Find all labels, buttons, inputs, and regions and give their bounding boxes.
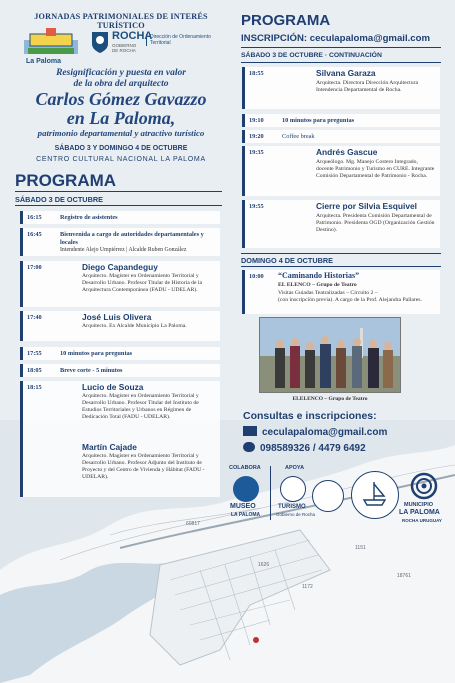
- time: 19:55: [249, 203, 264, 210]
- national-heritage-seal-icon: [351, 471, 399, 519]
- map-label: 1172: [302, 584, 313, 590]
- speaker-name: Diego Capandeguy: [82, 262, 158, 272]
- rocha-logo: [90, 30, 230, 60]
- rocha-sub-label: GOBIERNO DE ROCHA: [112, 43, 137, 53]
- day-heading-sunday: DOMINGO 4 DE OCTUBRE: [241, 256, 334, 265]
- schedule-row: [242, 130, 440, 143]
- time: 17:40: [27, 314, 42, 321]
- turismo-logo-icon: [280, 476, 306, 502]
- walk-title: “Caminando Historias”: [278, 271, 360, 280]
- heritage-seal-icon: [312, 480, 344, 512]
- title-place: en La Paloma,: [66, 107, 176, 128]
- time: 19:20: [249, 133, 264, 140]
- mail-icon: [243, 426, 257, 436]
- map-label: 1151: [355, 545, 366, 551]
- theatre-group-photo: [259, 317, 401, 393]
- event-title: [14, 68, 228, 138]
- day-heading-saturday: SÁBADO 3 DE OCTUBRE: [15, 195, 103, 204]
- contact-heading: Consultas e inscripciones:: [243, 410, 377, 422]
- contact-email: [243, 426, 387, 438]
- schedule-row: [20, 364, 220, 377]
- divider: [241, 47, 441, 48]
- speaker-name: José Luis Olivera: [82, 312, 152, 322]
- speaker-name: Martín Cajade: [82, 442, 137, 452]
- event-dates: SÁBADO 3 Y DOMINGO 4 DE OCTUBRE: [54, 145, 188, 152]
- speaker-bio: Arqueólogo. Mg. Manejo Costero Integrado, docente Patrimonio y Turismo en CURE. Integrante Comisión Departamental de Patrimonio - Rocha.: [316, 159, 435, 179]
- time: 18:15: [27, 384, 42, 391]
- walk-group: EL ELENCO – Grupo de Teatro: [278, 282, 357, 288]
- municipio-label: MUNICIPIO: [404, 502, 434, 508]
- schedule-row: [20, 347, 220, 360]
- time: 17:55: [27, 350, 42, 357]
- activity: Registro de asistentes: [60, 214, 118, 221]
- turismo-sub: Gobierno de Rocha: [276, 512, 316, 517]
- program-heading-right: PROGRAMA: [241, 12, 331, 29]
- divider: [241, 62, 441, 63]
- rocha-label: ROCHA: [112, 30, 153, 42]
- authorities: Intendente Alejo Umpiérrez | Alcalde Ruben González: [60, 247, 187, 253]
- speaker-name: Lucio de Souza: [82, 382, 144, 392]
- map-label: 1626: [258, 562, 270, 568]
- speaker-bio: Arquitecto. Magister en Ordenamiento Territorial y Desarrollo Urbano. Profesor Titular del Instituto de Estudios Territoriales y Urbanos en Régimen de Dedicación Total (FADU - UDELAR).: [82, 393, 199, 420]
- speaker-name: Andrés Gascue: [316, 147, 378, 157]
- phone-icon: [243, 442, 255, 452]
- activity: Coffee break: [282, 133, 315, 140]
- speaker-bio: Arquitecta. Directora Dirección Arquitectura Intendencia Departamental de Rocha.: [316, 80, 419, 93]
- contact-phone: [243, 442, 366, 454]
- rocha-shield-icon: [90, 30, 110, 54]
- rocha-direction: Dirección de Ordenamiento Territorial: [146, 34, 230, 46]
- time: 18:55: [249, 70, 264, 77]
- photo-caption: ELELENCO – Grupo de Teatro: [292, 396, 368, 402]
- museo-logo-icon: [233, 476, 259, 502]
- divider: [241, 253, 441, 254]
- speaker-bio: Arquitecto. Magister en Ordenamiento Territorial y Desarrollo Urbano. Profesor Adjunto del Instituto de Proyecto y del Centro de Vivienda y Hábitat (FADU - UDELAR).: [82, 453, 205, 480]
- title-line-1: Resignificación y puesta en valor: [56, 68, 186, 78]
- speaker-bio: Arquitecto. Magister en Ordenamiento Territorial y Desarrollo Urbano. Profesor Titular de Historia de la Arquitectura Contemporánea (FADU - UDELAR).: [82, 273, 203, 293]
- speaker-bio: Arquitecto. Ex Alcalde Municipio La Paloma.: [82, 323, 187, 329]
- apoya-label: APOYA: [285, 465, 305, 471]
- title-name: Carlos Gómez Gavazzo: [35, 88, 207, 109]
- map-label: 18761: [397, 573, 411, 579]
- municipio-sub: ROCHA URUGUAY: [402, 518, 442, 523]
- schedule-row: [20, 211, 220, 224]
- walk-desc-2: (con inscripción previa). A cargo de la Prof. Alejandra Pallares.: [278, 297, 422, 303]
- la-paloma-label: La Paloma: [26, 58, 62, 65]
- event-series-title: JORNADAS PATRIMONIALES DE INTERÉS TURÍSTICO: [34, 12, 208, 30]
- time: 17:00: [27, 264, 42, 271]
- map-label: 60817: [186, 521, 200, 527]
- la-paloma-logo: [22, 26, 80, 66]
- time: 18:05: [27, 367, 42, 374]
- time: 19:35: [249, 149, 264, 156]
- activity: 10 minutos para preguntas: [60, 350, 133, 357]
- divider: [241, 266, 441, 267]
- activity: 10 minutos para preguntas: [282, 117, 355, 124]
- museo-sub: LA PALOMA: [231, 512, 261, 518]
- divider: [270, 466, 271, 520]
- title-line-1b: de la obra del arquitecto: [73, 78, 169, 89]
- day-heading-saturday-cont: SÁBADO 3 DE OCTUBRE · CONTINUACIÓN: [241, 52, 382, 59]
- walk-desc-1: Visitas Guiadas Teatralizadas – Circuito 2 –: [278, 290, 378, 296]
- museo-label: MUSEO: [230, 503, 256, 510]
- time: 10:00: [249, 273, 264, 280]
- logos: [22, 26, 232, 66]
- schedule-row: [20, 228, 220, 256]
- registration-email: INSCRIPCIÓN: ceculapaloma@gmail.com: [241, 33, 431, 44]
- time: 16:45: [27, 231, 42, 238]
- program-heading-left: PROGRAMA: [15, 171, 117, 190]
- speaker-name: Silvana Garaza: [316, 68, 376, 78]
- municipio-name: LA PALOMA: [399, 509, 440, 516]
- title-line-3: patrimonio departamental y atractivo turístico: [37, 127, 205, 138]
- activity: Bienvenida a cargo de autoridades departamentales y locales: [60, 231, 204, 246]
- schedule-row: [242, 114, 440, 127]
- divider: [15, 191, 222, 192]
- municipio-logo-icon: [410, 472, 438, 500]
- speaker-name: Cierre por Silvia Esquivel: [316, 201, 418, 211]
- phone-text[interactable]: 098589326 / 4479 6492: [260, 443, 366, 454]
- divider: [15, 205, 222, 206]
- time: 16:15: [27, 214, 42, 221]
- time: 19:10: [249, 117, 264, 124]
- activity: Breve corte - 5 minutos: [60, 367, 123, 374]
- event-venue: CENTRO CULTURAL NACIONAL LA PALOMA: [36, 156, 206, 163]
- turismo-label: TURISMO: [278, 504, 306, 510]
- colabora-label: COLABORA: [229, 465, 261, 471]
- speaker-bio: Arquitecta. Presidenta Comisión Departamental de Patrimonio. Presidenta OGD (Organización Gestión Destino).: [316, 213, 435, 233]
- email-text[interactable]: ceculapaloma@gmail.com: [262, 427, 388, 438]
